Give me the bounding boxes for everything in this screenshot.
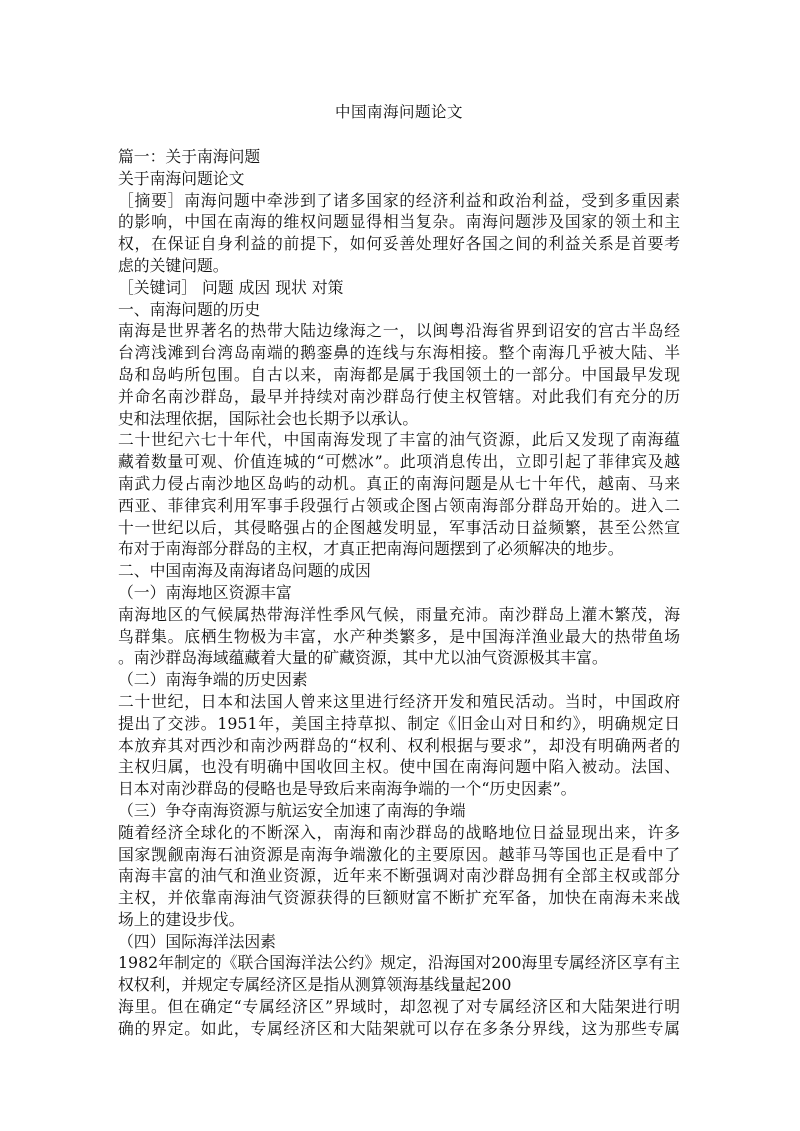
text-line: 1982年制定的《联合国海洋法公约》规定，沿海国对200海里专属经济区享有主 <box>118 953 680 973</box>
text-line: 日本对南沙群岛的侵略也是导致后来南海争端的一个“历史因素”。 <box>118 779 577 799</box>
text-line: 岛和岛屿所包围。自古以来，南海都是属于我国领土的一部分。中国最早发现 <box>118 364 680 384</box>
text-line: （四）国际海洋法因素 <box>118 931 276 951</box>
text-line: 主权，并依靠南海油气资源获得的巨额财富不断扩充军备，加快在南海未来战 <box>118 888 680 908</box>
document-title: 中国南海问题论文 <box>334 103 463 121</box>
text-line: 南海丰富的油气和渔业资源，近年来不断强调对南沙群岛拥有全部主权或部分 <box>118 866 680 886</box>
text-line: （一）南海地区资源丰富 <box>118 582 292 602</box>
text-line: 南海地区的气候属热带海洋性季风气候，雨量充沛。南沙群岛上灌木繁茂，海 <box>118 604 680 624</box>
text-line: 关于南海问题论文 <box>118 168 245 188</box>
text-line: 随着经济全球化的不断深入，南海和南沙群岛的战略地位日益显现出来，许多 <box>118 822 680 842</box>
text-line: 权，在保证自身利益的前提下，如何妥善处理好各国之间的利益关系是首要考 <box>118 234 680 254</box>
text-line: ［关键词］ 问题 成因 现状 对策 <box>118 277 344 297</box>
text-line: 藏着数量可观、价值连城的“可燃冰”。此项消息传出，立即引起了菲律宾及越 <box>118 452 680 472</box>
text-line: 鸟群集。底栖生物极为丰富，水产种类繁多，是中国海洋渔业最大的热带鱼场 <box>118 626 680 646</box>
text-line: 本放弃其对西沙和南沙两群岛的“权利、权利根据与要求”，却没有明确两者的 <box>118 735 680 755</box>
text-line: 场上的建设步伐。 <box>118 909 245 929</box>
text-line: 权权利，并规定专属经济区是指从测算领海基线量起200 <box>118 975 512 995</box>
text-line: 布对于南海部分群岛的主权，才真正把南海问题摆到了必须解决的地步。 <box>118 539 624 559</box>
text-line: 。南沙群岛海域蕴藏着大量的矿藏资源，其中尤以油气资源极其丰富。 <box>118 648 608 668</box>
text-line: 一、南海问题的历史 <box>118 299 261 319</box>
text-line: 二十世纪六七十年代，中国南海发现了丰富的油气资源，此后又发现了南海蕴 <box>118 430 680 450</box>
text-line: 南海是世界著名的热带大陆边缘海之一，以闽粤沿海省界到诏安的宫古半岛经 <box>118 321 680 341</box>
text-line: 提出了交涉。1951年，美国主持草拟、制定《旧金山对日和约》，明确规定日 <box>118 713 680 733</box>
text-line: ［摘要］南海问题中牵涉到了诸多国家的经济利益和政治利益，受到多重因素 <box>118 190 680 210</box>
text-line: 主权归属，也没有明确中国收回主权。使中国在南海问题中陷入被动。法国、 <box>118 757 680 777</box>
text-line: 二十世纪，日本和法国人曾来这里进行经济开发和殖民活动。当时，中国政府 <box>118 691 680 711</box>
text-line: 的影响，中国在南海的维权问题显得相当复杂。南海问题涉及国家的领土和主 <box>118 212 680 232</box>
document-page <box>118 100 680 1040</box>
text-line: 篇一：关于南海问题 <box>118 147 261 166</box>
text-line: 国家觊觎南海石油资源是南海争端激化的主要原因。越菲马等国也正是看中了 <box>118 844 680 864</box>
text-line: （二）南海争端的历史因素 <box>118 670 308 690</box>
text-line: 虑的关键问题。 <box>118 255 229 275</box>
text-line: 确的界定。如此，专属经济区和大陆架就可以存在多条分界线，这为那些专属 <box>118 1018 680 1038</box>
text-line: 并命名南沙群岛，最早并持续对南沙群岛行使主权管辖。对此我们有充分的历 <box>118 386 680 406</box>
text-line: 台湾浅滩到台湾岛南端的鹅銮鼻的连线与东海相接。整个南海几乎被大陆、半 <box>118 343 680 363</box>
text-line: 南武力侵占南沙地区岛屿的动机。真正的南海问题是从七十年代，越南、马来 <box>118 473 680 493</box>
text-line: 二、中国南海及南海诸岛问题的成因 <box>118 561 371 581</box>
document-body <box>118 146 680 1040</box>
text-line: 海里。但在确定“专属经济区”界域时，却忽视了对专属经济区和大陆架进行明 <box>118 997 680 1017</box>
text-line: 西亚、菲律宾利用军事手段强行占领或企图占领南海部分群岛开始的。进入二 <box>118 495 680 515</box>
text-line: （三）争夺南海资源与航运安全加速了南海的争端 <box>118 800 466 820</box>
text-line: 史和法理依据，国际社会也长期予以承认。 <box>118 408 419 428</box>
text-line: 十一世纪以后，其侵略强占的企图越发明显，军事活动日益频繁，甚至公然宣 <box>118 517 680 537</box>
